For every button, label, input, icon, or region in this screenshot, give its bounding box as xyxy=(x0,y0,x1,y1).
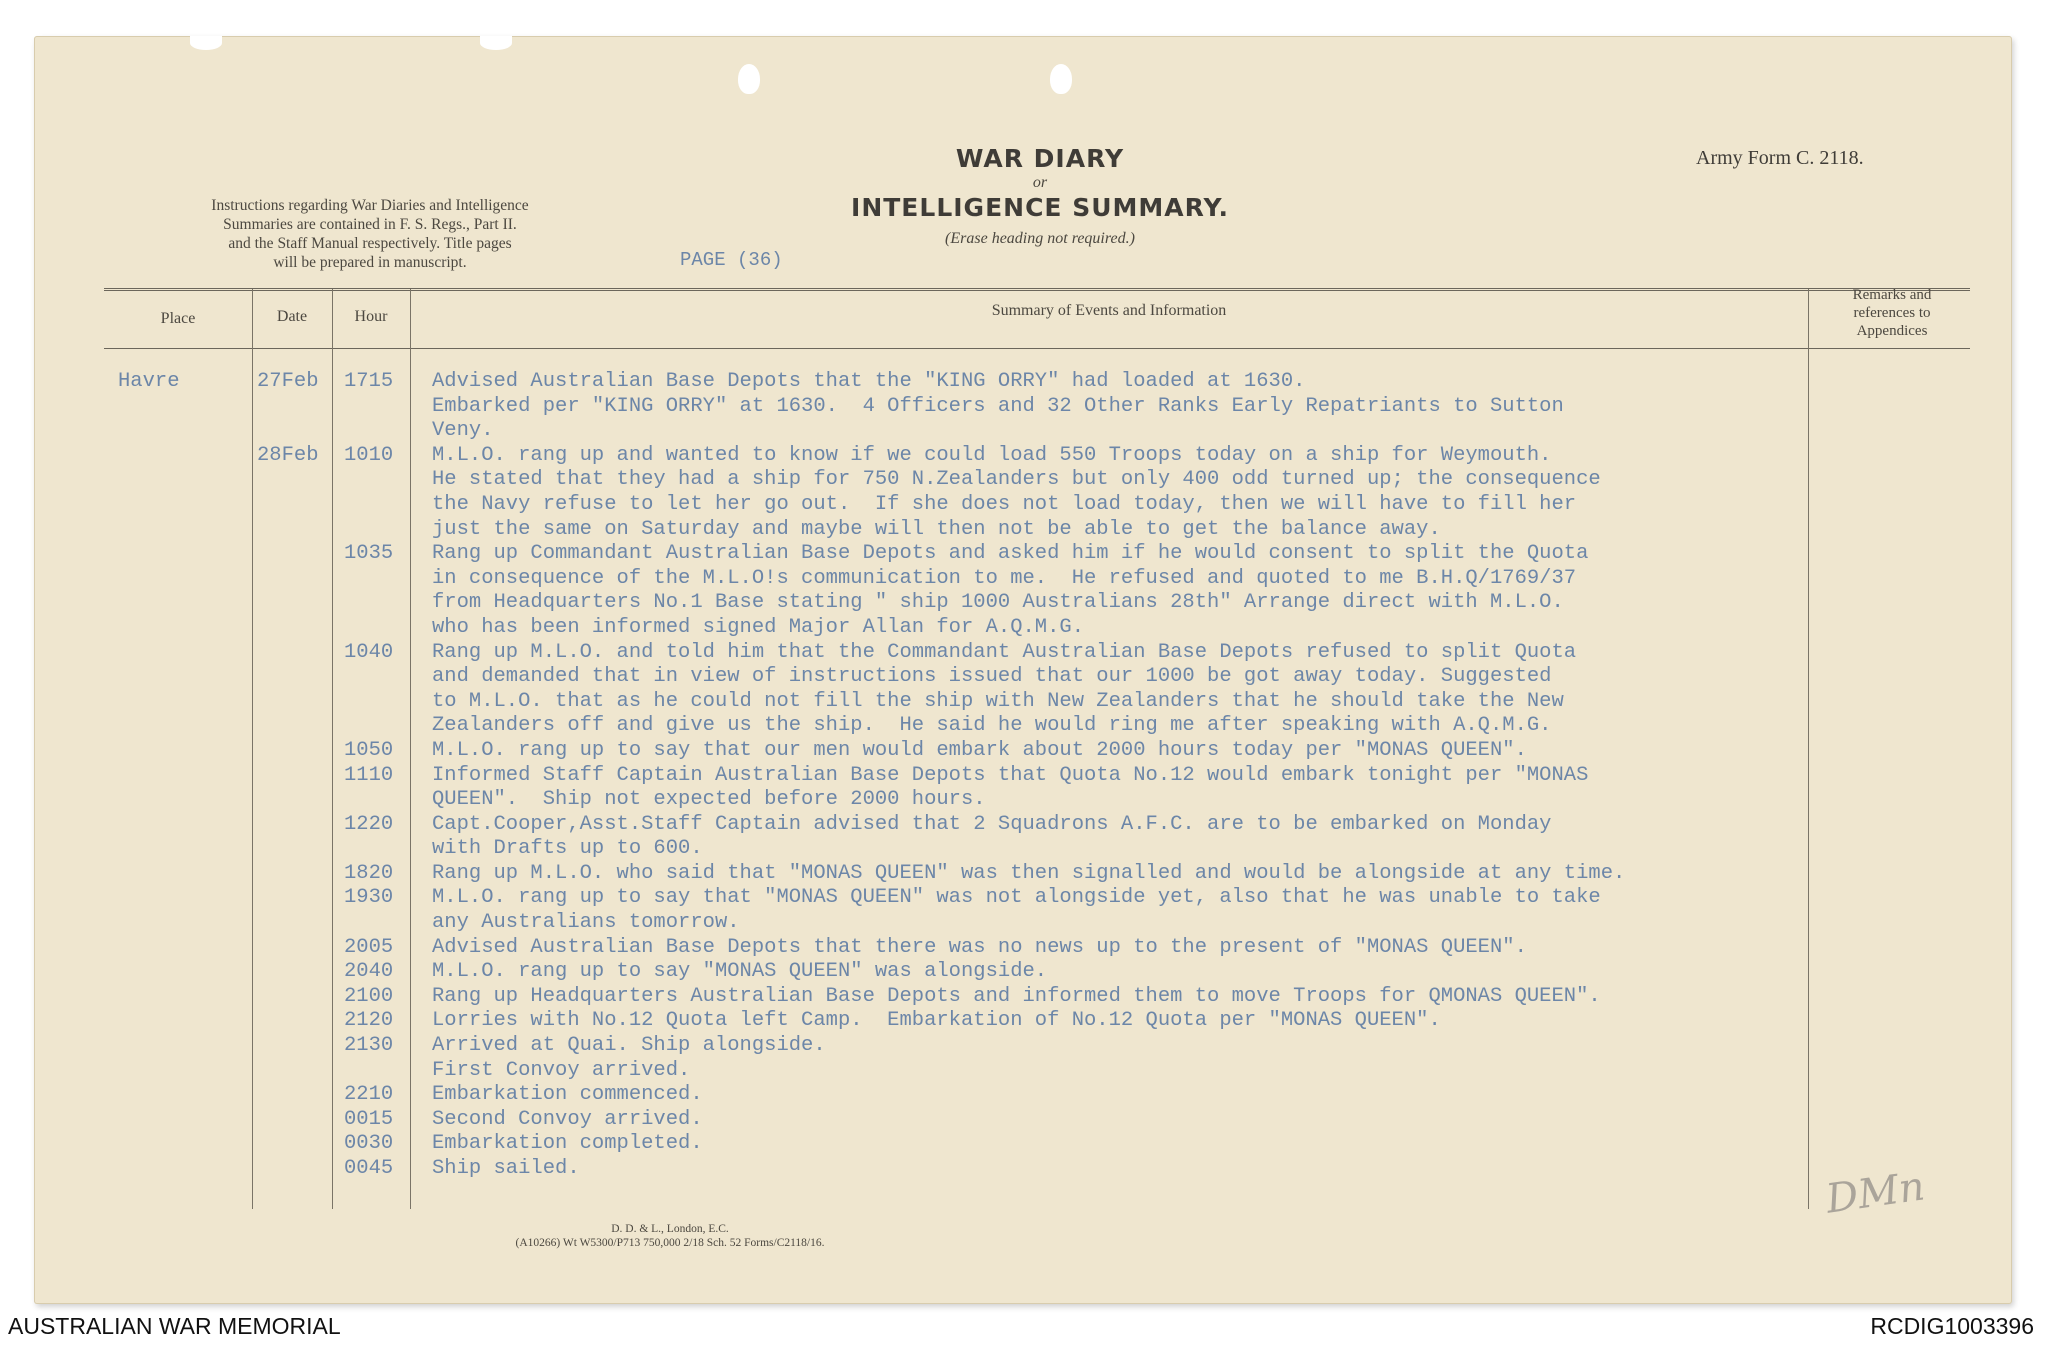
entry-hour xyxy=(340,837,420,862)
torn-edge xyxy=(480,36,512,50)
diary-entry-row xyxy=(104,764,1904,789)
diary-entry-row xyxy=(104,468,1904,493)
entry-hour xyxy=(340,591,420,616)
remarks-header-line: Appendices xyxy=(1856,323,1928,339)
column-header-hour: Hour xyxy=(354,308,388,325)
entry-place xyxy=(104,960,254,985)
diary-entry-row xyxy=(104,813,1904,838)
entry-place xyxy=(104,690,254,715)
entry-place xyxy=(104,665,254,690)
entry-text: the Navy refuse to let her go out. If she does not load today, then we will have to fill her xyxy=(432,492,1577,516)
entry-date xyxy=(254,542,340,567)
entry-hour xyxy=(340,419,420,444)
entry-date xyxy=(254,567,340,592)
punch-hole xyxy=(1050,64,1072,94)
entry-place xyxy=(104,1157,254,1182)
entry-date xyxy=(254,837,340,862)
entry-date xyxy=(254,665,340,690)
instructions-line: will be prepared in manuscript. xyxy=(273,254,467,271)
entry-place xyxy=(104,936,254,961)
diary-entry-row xyxy=(104,690,1904,715)
entry-hour: 0015 xyxy=(344,1107,394,1131)
diary-entry-row xyxy=(104,1083,1904,1108)
entry-date xyxy=(254,468,340,493)
entry-hour: 2040 xyxy=(344,960,394,984)
entry-place xyxy=(104,567,254,592)
entry-text: Advised Australian Base Depots that there was no news up to the present of "MONAS QUEEN". xyxy=(432,935,1527,959)
diary-entry-row xyxy=(104,1132,1904,1157)
instructions-line: Instructions regarding War Diaries and Intelligence xyxy=(211,197,529,214)
entry-date xyxy=(254,936,340,961)
entry-hour xyxy=(340,714,420,739)
page-number: PAGE (36) xyxy=(680,249,783,271)
entry-place xyxy=(104,764,254,789)
entry-hour: 1010 xyxy=(344,443,394,467)
diary-entry-row xyxy=(104,542,1904,567)
entry-hour xyxy=(340,468,420,493)
diary-entry-row xyxy=(104,1034,1904,1059)
entry-hour: 1040 xyxy=(344,640,394,664)
entry-date xyxy=(254,641,340,666)
diary-entry-row xyxy=(104,419,1904,444)
column-header-date: Date xyxy=(276,308,308,325)
entry-date xyxy=(254,1157,340,1182)
entry-date xyxy=(254,985,340,1010)
column-header-summary: Summary of Events and Information xyxy=(991,302,1227,319)
table-header-rule xyxy=(104,348,1970,349)
entry-hour xyxy=(340,1059,420,1084)
entry-date: 27Feb xyxy=(257,370,319,393)
entry-place xyxy=(104,616,254,641)
entry-place xyxy=(104,1132,254,1157)
entry-text: who has been informed signed Major Allan for A.Q.M.G. xyxy=(432,615,1085,639)
entry-text: Capt.Cooper,Asst.Staff Captain advised that 2 Squadrons A.F.C. are to be embarked on Monday xyxy=(432,812,1552,836)
diary-entry-row xyxy=(104,665,1904,690)
entry-date xyxy=(254,616,340,641)
entry-place xyxy=(104,1059,254,1084)
entry-place xyxy=(104,714,254,739)
entry-date xyxy=(254,690,340,715)
entry-hour: 1035 xyxy=(344,542,394,566)
entry-place xyxy=(104,542,254,567)
entry-hour: 2210 xyxy=(344,1083,394,1107)
column-header-remarks xyxy=(1808,286,1976,340)
entry-hour: 2120 xyxy=(344,1009,394,1033)
entry-hour xyxy=(340,493,420,518)
diary-entry-row xyxy=(104,788,1904,813)
entry-place xyxy=(104,1009,254,1034)
entry-place xyxy=(104,739,254,764)
entry-hour: 1820 xyxy=(344,861,394,885)
entry-date xyxy=(254,493,340,518)
torn-edge xyxy=(190,36,222,50)
diary-entry-row xyxy=(104,567,1904,592)
entry-date xyxy=(254,591,340,616)
entry-place xyxy=(104,1108,254,1133)
entry-hour: 1930 xyxy=(344,886,394,910)
printer-imprint xyxy=(440,1222,900,1250)
diary-entry-row xyxy=(104,1059,1904,1084)
entry-place xyxy=(104,788,254,813)
instructions-line: and the Staff Manual respectively. Title pages xyxy=(228,235,512,252)
entry-place xyxy=(104,837,254,862)
diary-entry-row xyxy=(104,641,1904,666)
entry-place xyxy=(104,1083,254,1108)
entry-text: Embarkation completed. xyxy=(432,1132,703,1156)
diary-entry-row xyxy=(104,862,1904,887)
footer-record-id: RCDIG1003396 xyxy=(1870,1313,2034,1339)
entry-hour: 2100 xyxy=(344,984,394,1008)
instructions-line: Summaries are contained in F. S. Regs., Part II. xyxy=(223,216,517,233)
entry-text: M.L.O. rang up to say that "MONAS QUEEN" was not alongside yet, also that he was unable to take xyxy=(432,886,1601,910)
table-top-rule xyxy=(104,288,1970,291)
form-title xyxy=(780,144,1300,248)
entry-date xyxy=(254,518,340,543)
diary-entry-row xyxy=(104,960,1904,985)
diary-entry-row xyxy=(104,395,1904,420)
army-form-number: Army Form C. 2118. xyxy=(1696,147,1864,169)
entry-hour xyxy=(340,518,420,543)
entry-hour: 1220 xyxy=(344,812,394,836)
entry-date: 28Feb xyxy=(257,443,319,467)
diary-entry-row xyxy=(104,1157,1904,1182)
entry-place xyxy=(104,813,254,838)
diary-entry-row xyxy=(104,591,1904,616)
entry-text: Arrived at Quai. Ship alongside. xyxy=(432,1034,826,1058)
handwritten-initials: DMn xyxy=(1823,1163,1928,1223)
entry-text: M.L.O. rang up to say "MONAS QUEEN" was alongside. xyxy=(432,960,1048,984)
diary-entry-row xyxy=(104,936,1904,961)
entry-place xyxy=(104,911,254,936)
entry-place xyxy=(104,493,254,518)
diary-entry-row xyxy=(104,493,1904,518)
entry-hour: 1715 xyxy=(344,370,394,393)
entry-text: from Headquarters No.1 Base stating " ship 1000 Australians 28th" Arrange direct with M.L.O. xyxy=(432,591,1564,615)
entry-text: M.L.O. rang up to say that our men would embark about 2000 hours today per "MONAS QUEEN". xyxy=(432,738,1527,762)
diary-entry-row xyxy=(104,985,1904,1010)
footer-institution: AUSTRALIAN WAR MEMORIAL xyxy=(8,1313,341,1339)
entry-hour xyxy=(340,665,420,690)
entry-text: and demanded that in view of instructions issued that our 1000 be got away today. Suggested xyxy=(432,665,1552,689)
entry-date xyxy=(254,813,340,838)
entry-text: Rang up Headquarters Australian Base Depots and informed them to move Troops for QMONAS QUEEN". xyxy=(432,984,1601,1008)
entry-date xyxy=(254,1132,340,1157)
punch-hole xyxy=(738,64,760,94)
entry-date xyxy=(254,395,340,420)
diary-entry-row xyxy=(104,518,1904,543)
entry-text: Advised Australian Base Depots that the "KING ORRY" had loaded at 1630. xyxy=(432,370,1306,393)
entry-hour: 2005 xyxy=(344,935,394,959)
diary-entry-row xyxy=(104,714,1904,739)
entry-hour xyxy=(340,616,420,641)
entry-date xyxy=(254,764,340,789)
remarks-header-line: Remarks and xyxy=(1852,287,1932,303)
entry-place xyxy=(104,1034,254,1059)
entry-hour: 2130 xyxy=(344,1034,394,1058)
entry-date xyxy=(254,911,340,936)
diary-entries xyxy=(104,370,1904,1182)
entry-date xyxy=(254,1034,340,1059)
entry-text: Rang up M.L.O. and told him that the Commandant Australian Base Depots refused to split Quota xyxy=(432,640,1577,664)
title-intelligence-summary: INTELLIGENCE SUMMARY. xyxy=(851,193,1229,222)
entry-text: Informed Staff Captain Australian Base Depots that Quota No.12 would embark tonight per "MONAS xyxy=(432,763,1589,787)
entry-text: Ship sailed. xyxy=(432,1157,580,1180)
column-header-place: Place xyxy=(160,310,196,327)
entry-text: Veny. xyxy=(432,419,494,443)
entry-place xyxy=(104,886,254,911)
instructions-note xyxy=(150,196,590,272)
entry-text: Embarked per "KING ORRY" at 1630. 4 Officers and 32 Other Ranks Early Repatriants to Sutton xyxy=(432,394,1564,418)
entry-place xyxy=(104,591,254,616)
entry-text: Lorries with No.12 Quota left Camp. Embarkation of No.12 Quota per "MONAS QUEEN". xyxy=(432,1009,1441,1033)
entry-hour: 0030 xyxy=(344,1132,394,1156)
entry-date xyxy=(254,1108,340,1133)
entry-place xyxy=(104,419,254,444)
entry-text: to M.L.O. that as he could not fill the ship with New Zealanders that he should take the New xyxy=(432,689,1564,713)
entry-hour xyxy=(340,395,420,420)
entry-text: in consequence of the M.L.O!s communication to me. He refused and quoted to me B.H.Q/1769/37 xyxy=(432,566,1577,590)
entry-place xyxy=(104,518,254,543)
entry-text: Rang up Commandant Australian Base Depots and asked him if he would consent to split the Quota xyxy=(432,542,1589,566)
entry-hour xyxy=(340,567,420,592)
entry-date xyxy=(254,1059,340,1084)
entry-text: just the same on Saturday and maybe will then not be able to get the balance away. xyxy=(432,517,1441,541)
entry-text: Embarkation commenced. xyxy=(432,1083,703,1107)
entry-place xyxy=(104,444,254,469)
entry-place: Havre xyxy=(118,370,180,393)
remarks-header-line: references to xyxy=(1853,305,1931,321)
entry-place xyxy=(104,985,254,1010)
diary-entry-row xyxy=(104,886,1904,911)
diary-entry-row xyxy=(104,1108,1904,1133)
entry-text: with Drafts up to 600. xyxy=(432,837,703,861)
entry-place xyxy=(104,641,254,666)
entry-text: Rang up M.L.O. who said that "MONAS QUEEN" was then signalled and would be alongside at any time. xyxy=(432,861,1626,885)
entry-date xyxy=(254,862,340,887)
entry-text: First Convoy arrived. xyxy=(432,1058,691,1082)
entry-text: Zealanders off and give us the ship. He said he would ring me after speaking with A.Q.M.G. xyxy=(432,714,1552,738)
entry-date xyxy=(254,788,340,813)
entry-text: any Australians tomorrow. xyxy=(432,911,740,935)
erase-heading-note: (Erase heading not required.) xyxy=(945,230,1135,247)
title-or: or xyxy=(1032,174,1048,191)
entry-text: Second Convoy arrived. xyxy=(432,1107,703,1131)
diary-entry-row xyxy=(104,911,1904,936)
entry-place xyxy=(104,862,254,887)
diary-entry-row xyxy=(104,444,1904,469)
entry-hour xyxy=(340,788,420,813)
printer-imprint-line: D. D. & L., London, E.C. xyxy=(611,1223,729,1235)
entry-place xyxy=(104,468,254,493)
entry-hour: 0045 xyxy=(344,1157,394,1180)
entry-date xyxy=(254,886,340,911)
entry-date xyxy=(254,714,340,739)
diary-entry-row xyxy=(104,616,1904,641)
entry-date xyxy=(254,960,340,985)
diary-entry-row xyxy=(104,739,1904,764)
entry-hour xyxy=(340,690,420,715)
printer-imprint-line: (A10266) Wt W5300/P713 750,000 2/18 Sch. 52 Forms/C2118/16. xyxy=(515,1237,825,1249)
diary-entry-row xyxy=(104,370,1904,395)
entry-hour xyxy=(340,911,420,936)
entry-hour: 1050 xyxy=(344,738,394,762)
entry-date xyxy=(254,1009,340,1034)
entry-date xyxy=(254,739,340,764)
entry-date xyxy=(254,1083,340,1108)
diary-entry-row xyxy=(104,837,1904,862)
entry-place xyxy=(104,395,254,420)
diary-entry-row xyxy=(104,1009,1904,1034)
entry-text: He stated that they had a ship for 750 N.Zealanders but only 400 odd turned up; the consequence xyxy=(432,468,1601,492)
entry-text: M.L.O. rang up and wanted to know if we could load 550 Troops today on a ship for Weymouth. xyxy=(432,443,1552,467)
entry-date xyxy=(254,419,340,444)
title-war-diary: WAR DIARY xyxy=(955,144,1125,173)
entry-hour: 1110 xyxy=(344,763,394,787)
entry-text: QUEEN". Ship not expected before 2000 hours. xyxy=(432,788,986,812)
